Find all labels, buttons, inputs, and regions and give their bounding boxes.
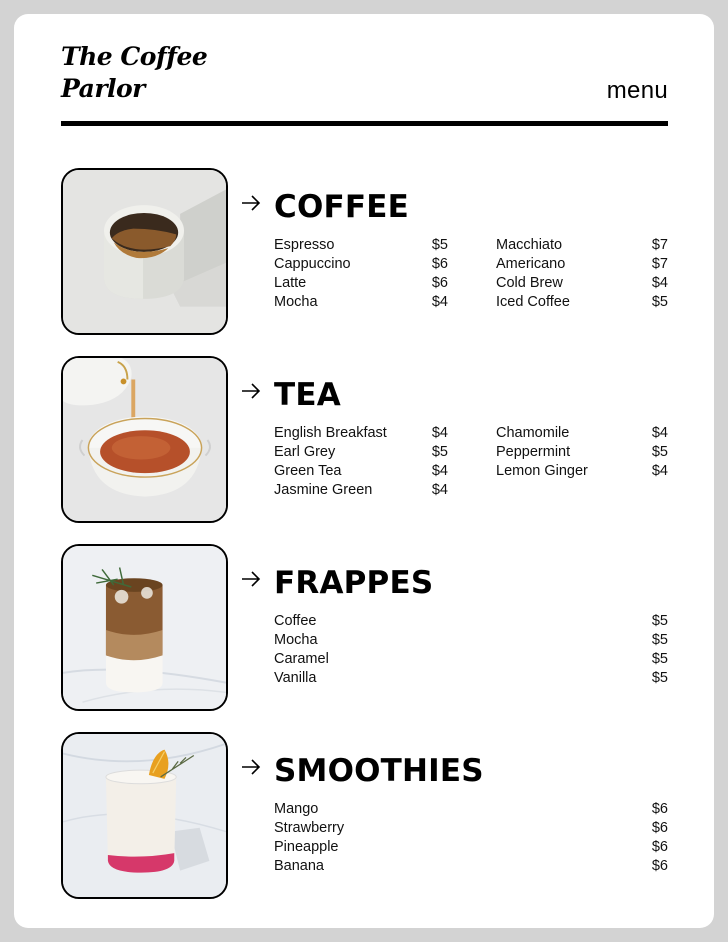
arrow-right-icon [241,194,261,212]
item-price: $6 [651,839,668,855]
item-price: $5 [651,632,668,648]
menu-item [274,669,668,688]
item-name: Macchiato [496,237,563,253]
menu-item [274,800,668,819]
iced-coffee-glass-photo [61,544,228,711]
item-name: Americano [496,256,566,272]
arrow-right-icon [241,570,261,588]
item-price: $5 [651,651,668,667]
menu-item [274,462,448,481]
brand-title [61,41,261,105]
menu-label: menu [606,77,668,104]
item-name: Cold Brew [496,275,563,291]
menu-item [496,255,668,274]
menu-item [274,236,448,255]
menu-item [274,443,448,462]
menu-item [496,424,668,443]
menu-item [496,462,668,481]
item-price: $6 [651,858,668,874]
smoothie-glass-photo [61,732,228,899]
menu-item [496,293,668,312]
item-price: $5 [651,444,668,460]
item-price: $6 [651,820,668,836]
item-price: $6 [431,275,448,291]
item-price: $4 [651,463,668,479]
item-price: $4 [651,425,668,441]
item-price: $5 [651,670,668,686]
item-name: Caramel [274,651,329,667]
brand-line-2: Parlor [61,74,145,103]
espresso-cup-photo [61,168,228,335]
menu-item [496,274,668,293]
item-name: Latte [274,275,307,291]
item-name: Mocha [274,632,318,648]
menu-item [274,424,448,443]
item-price: $6 [651,801,668,817]
item-name: English Breakfast [274,425,387,441]
item-name: Earl Grey [274,444,336,460]
menu-item [274,481,448,500]
menu-item [274,255,448,274]
item-name: Strawberry [274,820,345,836]
section-tea [61,356,668,523]
section-title: SMOOTHIES [274,753,484,789]
menu-item [496,443,668,462]
item-price: $6 [431,256,448,272]
arrow-right-icon [241,758,261,776]
section-title: FRAPPES [274,565,434,601]
item-price: $4 [431,482,448,498]
item-name: Peppermint [496,444,571,460]
section-frappes [61,544,668,711]
item-name: Coffee [274,613,317,629]
section-smoothies [61,732,668,899]
item-price: $5 [431,237,448,253]
item-name: Iced Coffee [496,294,570,310]
menu-item [274,650,668,669]
item-price: $5 [431,444,448,460]
menu-item [274,293,448,312]
item-name: Lemon Ginger [496,463,588,479]
menu-item [274,274,448,293]
item-name: Green Tea [274,463,342,479]
menu-card [14,14,714,928]
item-price: $4 [431,463,448,479]
brand-line-1: The Coffee [61,42,208,71]
section-coffee [61,168,668,335]
menu-item [274,838,668,857]
item-name: Mocha [274,294,318,310]
item-price: $4 [431,294,448,310]
menu-item [496,236,668,255]
arrow-right-icon [241,382,261,400]
item-name: Banana [274,858,324,874]
section-title: COFFEE [274,189,410,225]
item-price: $4 [651,275,668,291]
item-price: $7 [651,256,668,272]
item-name: Mango [274,801,319,817]
menu-item [274,631,668,650]
section-title: TEA [274,377,341,413]
item-name: Cappuccino [274,256,351,272]
tea-pouring-photo [61,356,228,523]
item-price: $5 [651,613,668,629]
item-name: Espresso [274,237,335,253]
item-price: $7 [651,237,668,253]
item-name: Vanilla [274,670,317,686]
menu-item [274,612,668,631]
menu-item [274,819,668,838]
menu-item [274,857,668,876]
item-name: Jasmine Green [274,482,373,498]
item-name: Chamomile [496,425,570,441]
item-price: $5 [651,294,668,310]
item-price: $4 [431,425,448,441]
header-divider [61,121,668,126]
item-name: Pineapple [274,839,339,855]
